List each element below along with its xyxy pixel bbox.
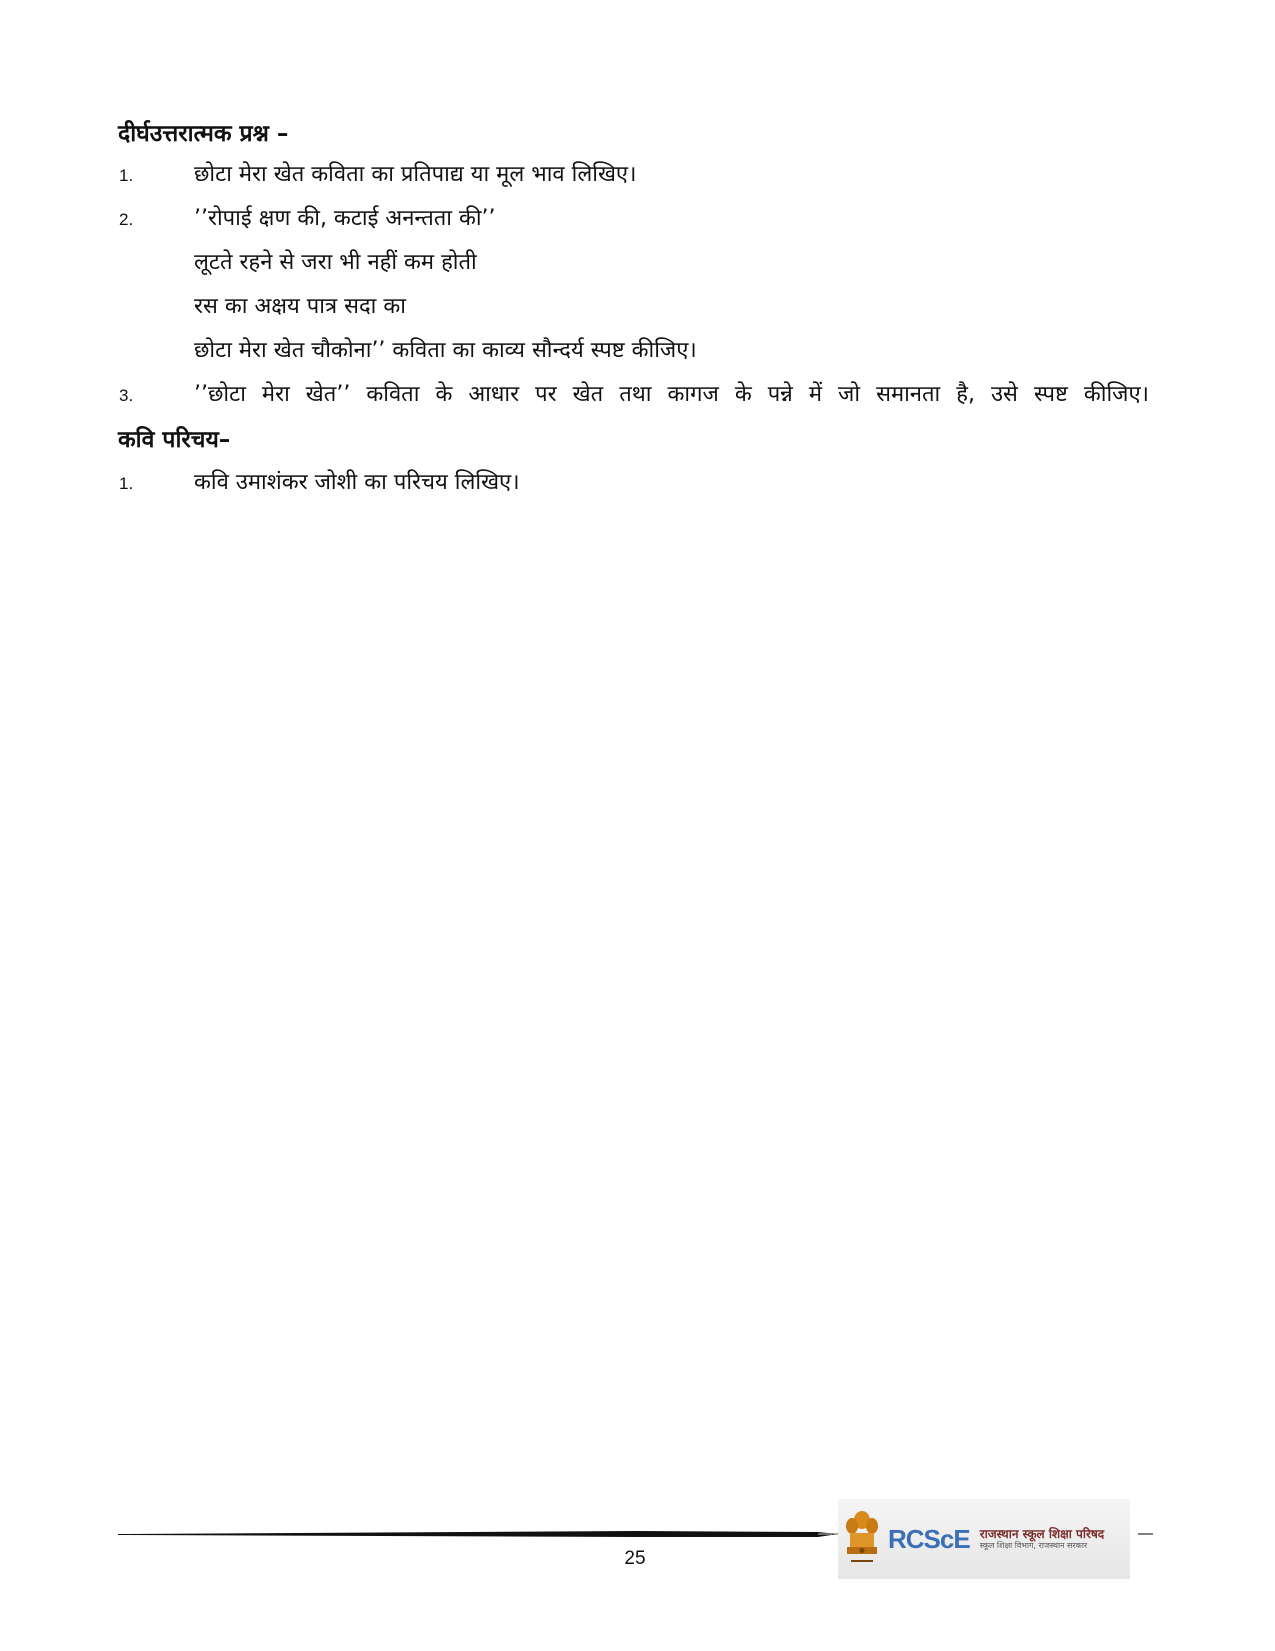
rcsce-logo [838, 1499, 1130, 1579]
question-number: 1. [119, 166, 134, 185]
rcsce-logo-title: राजस्थान स्कूल शिक्षा परिषद [979, 1526, 1105, 1541]
rcsce-logo-subtitle: स्कूल शिक्षा विभाग, राजस्थान सरकार [979, 1541, 1088, 1551]
rcsce-logo-abbr: RCScE [888, 1523, 970, 1554]
section-heading-long-answer: दीर्घउत्तरात्मक प्रश्न – [118, 121, 289, 147]
question-number: 2. [119, 210, 134, 229]
question-line: छोटा मेरा खेत चौकोना’’ कविता का काव्य सौन्दर्य स्पष्ट कीजिए। [194, 338, 697, 363]
question-line: रस का अक्षय पात्र सदा का [194, 294, 406, 319]
question-line: ’’रोपाई क्षण की, कटाई अनन्तता की’’ [194, 206, 496, 231]
question-number: 3. [119, 386, 134, 405]
page-number: 25 [624, 1548, 646, 1569]
ashoka-emblem-icon [842, 1506, 882, 1572]
section-heading-poet-intro: कवि परिचय– [118, 427, 231, 453]
question-line: लूटते रहने से जरा भी नहीं कम होती [194, 250, 477, 275]
question-text: ’’छोटा मेरा खेत’’ कविता के आधार पर खेत तथा कागज के पन्ने में जो समानता है, उसे स्पष्ट कीजिए। [194, 382, 1149, 407]
question-text: कवि उमाशंकर जोशी का परिचय लिखिए। [194, 470, 520, 495]
question-number: 1. [119, 474, 134, 493]
rcsce-logo-text [980, 1528, 1104, 1551]
question-text: छोटा मेरा खेत कविता का प्रतिपाद्य या मूल भाव लिखिए। [194, 162, 637, 187]
